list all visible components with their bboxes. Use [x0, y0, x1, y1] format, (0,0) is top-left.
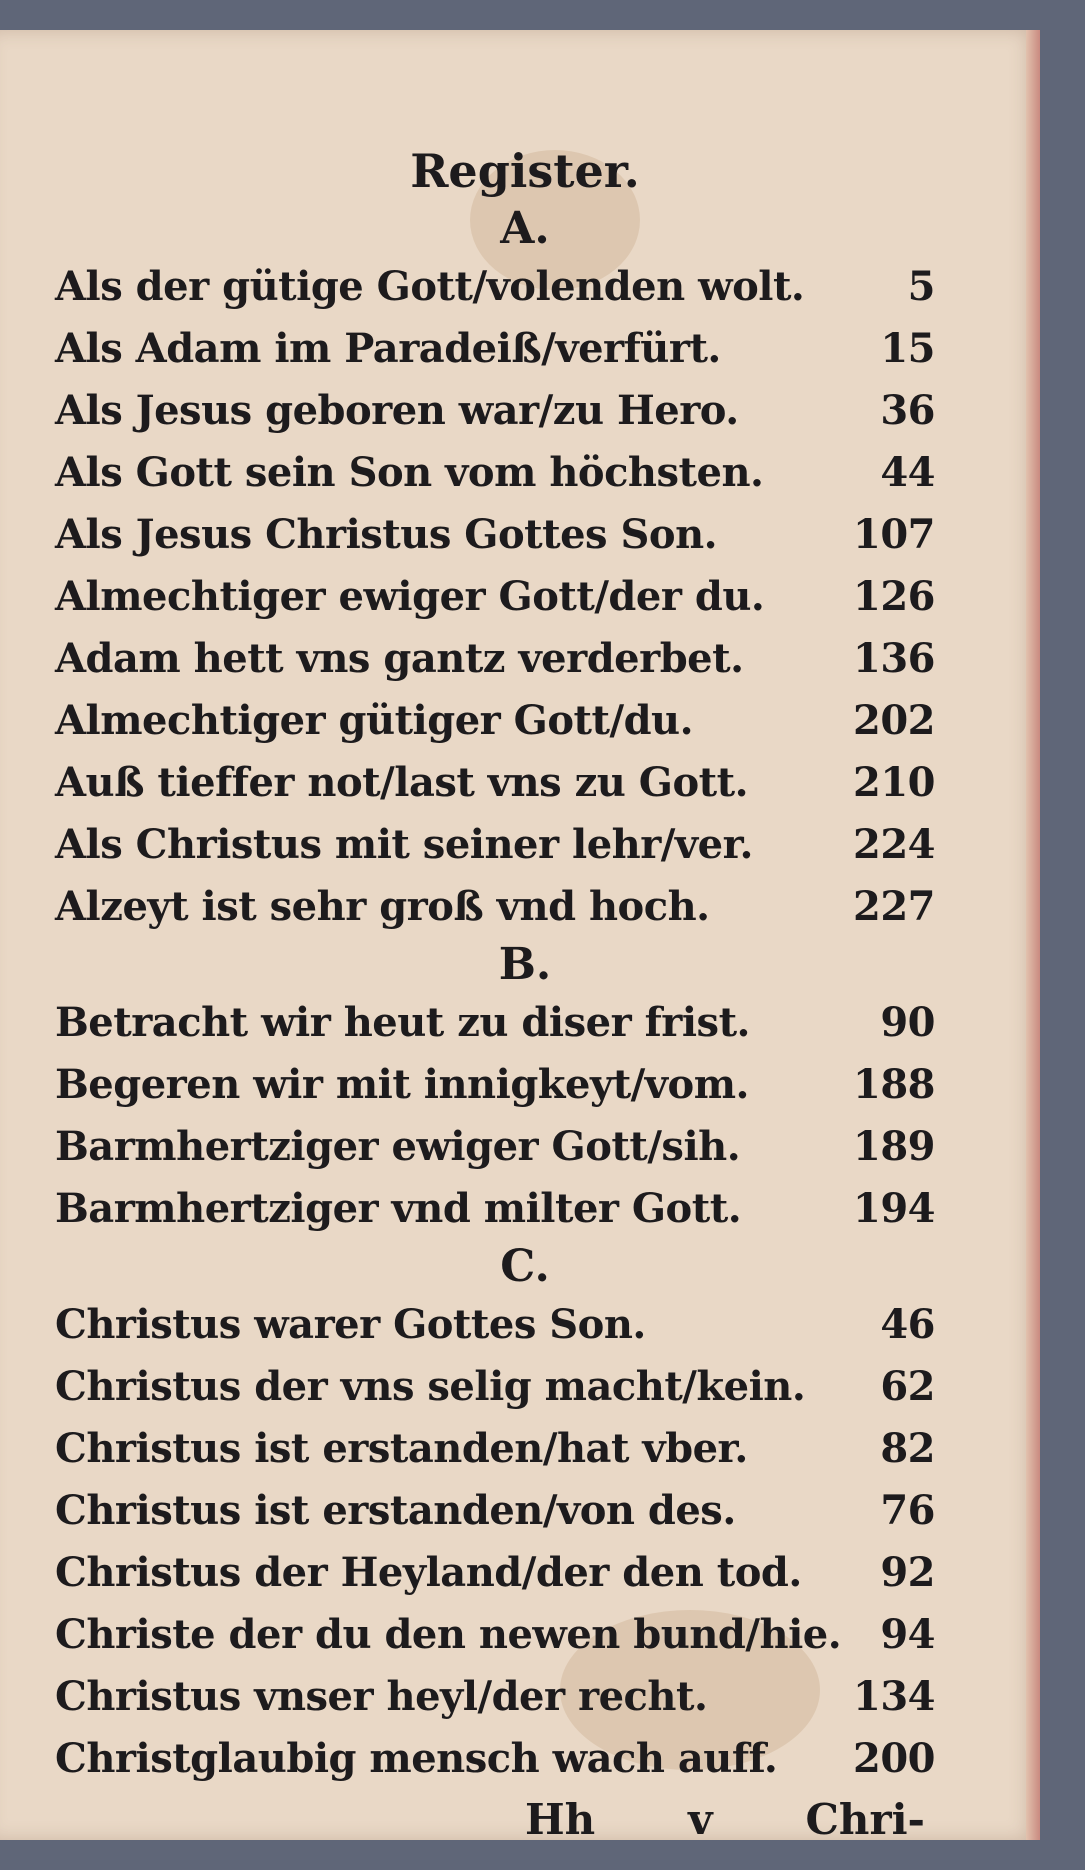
- catchline: [55, 1790, 935, 1850]
- index-entry: [55, 566, 935, 628]
- index-entry: [55, 1666, 935, 1728]
- entry-text: Als Christus mit seiner lehr/ver.: [55, 821, 753, 868]
- index-entry: [55, 992, 935, 1054]
- entry-text: Christus ist erstanden/von des.: [55, 1487, 736, 1534]
- entry-text: Christus vnser heyl/der recht.: [55, 1673, 708, 1720]
- entry-page: 134: [853, 1673, 935, 1720]
- index-entry: [55, 380, 935, 442]
- entry-page: 136: [853, 635, 935, 682]
- index-entry: [55, 752, 935, 814]
- entry-text: Auß tieffer not/last vns zu Gott.: [55, 759, 749, 806]
- entry-page: 92: [880, 1549, 935, 1596]
- entry-page: 200: [853, 1735, 935, 1782]
- page-title: Register.: [410, 144, 640, 198]
- index-entry: [55, 1728, 935, 1790]
- signature-mark: Hh: [525, 1795, 596, 1844]
- index-entry: [55, 318, 935, 380]
- entry-text: Betracht wir heut zu diser frist.: [55, 999, 750, 1046]
- entry-page: 62: [880, 1363, 935, 1410]
- index-entry: [55, 1116, 935, 1178]
- entry-text: Christus warer Gottes Son.: [55, 1301, 646, 1348]
- book-page: [0, 30, 1040, 1844]
- index-entry: [55, 1054, 935, 1116]
- entry-text: Als der gütige Gott/volenden wolt.: [55, 263, 805, 310]
- entry-text: Alzeyt ist sehr groß vnd hoch.: [55, 883, 710, 930]
- entry-page: 15: [880, 325, 935, 372]
- entry-text: Christus der vns selig macht/kein.: [55, 1363, 806, 1410]
- entry-page: 202: [853, 697, 935, 744]
- index-entry: [55, 1356, 935, 1418]
- index-entry: [55, 628, 935, 690]
- section-letter-c: C.: [500, 1241, 550, 1292]
- entry-page: 189: [853, 1123, 935, 1170]
- entry-page: 227: [853, 883, 935, 930]
- entry-text: Barmhertziger vnd milter Gott.: [55, 1185, 742, 1232]
- entry-text: Begeren wir mit innigkeyt/vom.: [55, 1061, 749, 1108]
- entry-text: Christe der du den newen bund/hie.: [55, 1611, 842, 1658]
- entry-page: 44: [880, 449, 935, 496]
- entry-page: 107: [853, 511, 935, 558]
- entry-page: 224: [853, 821, 935, 868]
- entry-page: 126: [853, 573, 935, 620]
- entry-text: Barmhertziger ewiger Gott/sih.: [55, 1123, 741, 1170]
- entry-page: 82: [880, 1425, 935, 1472]
- section-letter-b: B.: [498, 939, 552, 990]
- section-letter-a: A.: [500, 203, 550, 254]
- entry-text: Christus der Heyland/der den tod.: [55, 1549, 802, 1596]
- index-entry: [55, 690, 935, 752]
- entry-text: Christus ist erstanden/hat vber.: [55, 1425, 748, 1472]
- signature-number: v: [688, 1795, 713, 1844]
- index-entry: [55, 1604, 935, 1666]
- entry-page: 5: [907, 263, 935, 310]
- index-entry: [55, 256, 935, 318]
- entry-text: Almechtiger gütiger Gott/du.: [55, 697, 694, 744]
- index-entry: [55, 814, 935, 876]
- entry-page: 76: [880, 1487, 935, 1534]
- entry-page: 90: [880, 999, 935, 1046]
- entry-page: 194: [853, 1185, 935, 1232]
- entry-text: Als Gott sein Son vom höchsten.: [55, 449, 764, 496]
- index-entry: [55, 1418, 935, 1480]
- index-entry: [55, 1480, 935, 1542]
- catchword: Chri-: [805, 1795, 925, 1844]
- entry-text: Als Adam im Paradeiß/verfürt.: [55, 325, 721, 372]
- register-index: [55, 140, 935, 1850]
- entry-text: Almechtiger ewiger Gott/der du.: [55, 573, 765, 620]
- entry-text: Christglaubig mensch wach auff.: [55, 1735, 778, 1782]
- entry-page: 188: [853, 1061, 935, 1108]
- index-entry: [55, 1178, 935, 1240]
- entry-text: Als Jesus geboren war/zu Hero.: [55, 387, 739, 434]
- index-entry: [55, 876, 935, 938]
- entry-page: 36: [880, 387, 935, 434]
- index-entry: [55, 1294, 935, 1356]
- page-edge: [1026, 30, 1040, 1840]
- entry-text: Als Jesus Christus Gottes Son.: [55, 511, 718, 558]
- entry-page: 94: [880, 1611, 935, 1658]
- index-entry: [55, 442, 935, 504]
- index-entry: [55, 1542, 935, 1604]
- entry-page: 46: [880, 1301, 935, 1348]
- entry-page: 210: [853, 759, 935, 806]
- index-entry: [55, 504, 935, 566]
- entry-text: Adam hett vns gantz verderbet.: [55, 635, 744, 682]
